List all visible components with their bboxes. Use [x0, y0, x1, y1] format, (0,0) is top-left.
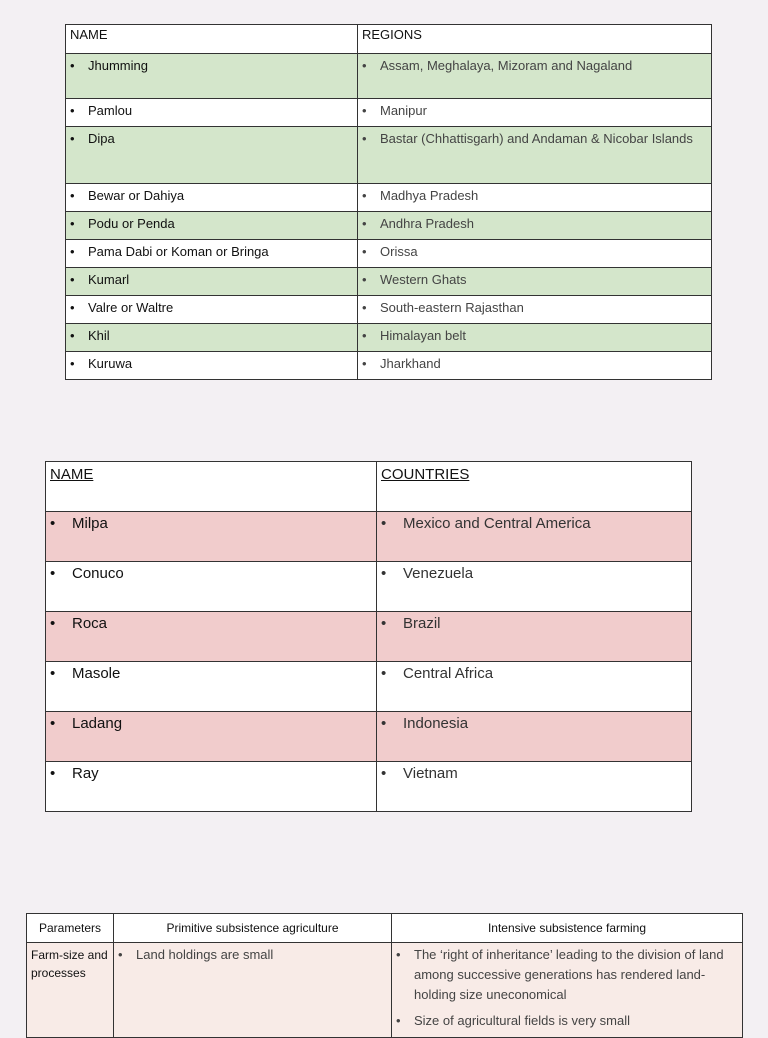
bullet-icon: •: [50, 565, 56, 582]
table-header-row: [46, 462, 692, 512]
bullet-icon: •: [381, 565, 387, 582]
region-name: Assam, Meghalaya, Mizoram and Nagaland: [380, 58, 633, 73]
table-header-row: [66, 25, 712, 54]
cultivation-name: Ladang: [72, 715, 123, 732]
table-row: [46, 662, 692, 712]
bullet-icon: •: [70, 328, 75, 343]
list-item-text: Size of agricultural fields is very small: [414, 1013, 631, 1028]
table-row: [46, 762, 692, 812]
bullet-icon: •: [362, 244, 367, 259]
primitive-cell: [114, 943, 392, 1038]
bullet-icon: •: [70, 216, 75, 231]
bullet-icon: •: [50, 615, 56, 632]
region-name: Jharkhand: [380, 356, 441, 371]
cultivation-name: Valre or Waltre: [88, 300, 174, 315]
country-name: Mexico and Central America: [403, 515, 591, 532]
bullet-icon: •: [362, 300, 367, 315]
cultivation-name: Masole: [72, 665, 121, 682]
table-row: [66, 324, 712, 352]
bullet-icon: •: [381, 615, 387, 632]
region-name: Himalayan belt: [380, 328, 466, 343]
bullet-icon: •: [118, 947, 123, 962]
table-row: [66, 240, 712, 268]
cultivation-name: Kumarl: [88, 272, 130, 287]
cultivation-name: Pamlou: [88, 103, 133, 118]
cultivation-name: Conuco: [72, 565, 124, 582]
cultivation-name: Jhumming: [88, 58, 148, 73]
bullet-icon: •: [396, 1013, 401, 1028]
table-row: [66, 184, 712, 212]
cultivation-name: Khil: [88, 328, 110, 343]
table-header-row: [27, 914, 743, 943]
column-header-regions: REGIONS: [358, 25, 712, 54]
table-row: [66, 127, 712, 184]
table-row: [46, 612, 692, 662]
table-row: [27, 943, 743, 1038]
country-name: Brazil: [403, 615, 441, 632]
region-name: South-eastern Rajasthan: [380, 300, 524, 315]
bullet-icon: •: [362, 328, 367, 343]
column-header-name: NAME: [66, 25, 358, 54]
bullet-icon: •: [50, 665, 56, 682]
table-row: [66, 54, 712, 99]
table-row: [66, 212, 712, 240]
bullet-icon: •: [362, 216, 367, 231]
column-header-parameters: Parameters: [27, 914, 114, 943]
parameter-cell: Farm-size and processes: [27, 943, 114, 1038]
bullet-icon: •: [70, 300, 75, 315]
bullet-icon: •: [70, 131, 75, 146]
region-name: Andhra Pradesh: [380, 216, 474, 231]
list-item: [396, 1011, 736, 1031]
region-name: Manipur: [380, 103, 427, 118]
bullet-icon: •: [70, 244, 75, 259]
column-header-countries: COUNTRIES: [377, 462, 692, 512]
bullet-icon: •: [362, 356, 367, 371]
column-header-primitive: Primitive subsistence agriculture: [114, 914, 392, 943]
list-item: [118, 945, 385, 965]
cultivation-name: Podu or Penda: [88, 216, 175, 231]
country-name: Central Africa: [403, 665, 494, 682]
bullet-icon: •: [70, 356, 75, 371]
region-name: Orissa: [380, 244, 418, 259]
bullet-icon: •: [50, 765, 56, 782]
bullet-icon: •: [362, 103, 367, 118]
list-item-text: The ‘right of inheritance’ leading to the division of land among successive generations has rendered land-holding size uneconomical: [414, 947, 724, 1002]
shifting-cultivation-india-table: [65, 24, 712, 380]
table-row: [46, 562, 692, 612]
bullet-icon: •: [381, 515, 387, 532]
cultivation-name: Milpa: [72, 515, 108, 532]
country-name: Vietnam: [403, 765, 458, 782]
list-item: [396, 945, 736, 1005]
cultivation-name: Dipa: [88, 131, 115, 146]
bullet-icon: •: [50, 515, 56, 532]
cultivation-name: Roca: [72, 615, 108, 632]
shifting-cultivation-world-table: [45, 461, 692, 812]
cultivation-name: Bewar or Dahiya: [88, 188, 185, 203]
table-row: [66, 268, 712, 296]
cultivation-name: Kuruwa: [88, 356, 133, 371]
bullet-icon: •: [362, 131, 367, 146]
cultivation-name: Ray: [72, 765, 99, 782]
agriculture-comparison-table: [26, 913, 743, 1038]
region-name: Madhya Pradesh: [380, 188, 479, 203]
table-row: [66, 296, 712, 324]
bullet-icon: •: [396, 947, 401, 962]
bullet-icon: •: [381, 765, 387, 782]
table-row: [46, 512, 692, 562]
region-name: Bastar (Chhattisgarh) and Andaman & Nicobar Islands: [380, 131, 693, 146]
bullet-icon: •: [70, 272, 75, 287]
column-header-name: NAME: [46, 462, 377, 512]
table-row: [66, 99, 712, 127]
table-row: [46, 712, 692, 762]
country-name: Indonesia: [403, 715, 469, 732]
column-header-intensive: Intensive subsistence farming: [392, 914, 743, 943]
bullet-icon: •: [70, 58, 75, 73]
country-name: Venezuela: [403, 565, 474, 582]
bullet-icon: •: [362, 58, 367, 73]
bullet-icon: •: [381, 715, 387, 732]
intensive-cell: [392, 943, 743, 1038]
list-item-text: Land holdings are small: [136, 947, 274, 962]
table-row: [66, 352, 712, 380]
cultivation-name: Pama Dabi or Koman or Bringa: [88, 244, 269, 259]
bullet-icon: •: [70, 103, 75, 118]
bullet-icon: •: [362, 272, 367, 287]
bullet-icon: •: [50, 715, 56, 732]
region-name: Western Ghats: [380, 272, 467, 287]
bullet-icon: •: [381, 665, 387, 682]
bullet-icon: •: [362, 188, 367, 203]
bullet-icon: •: [70, 188, 75, 203]
